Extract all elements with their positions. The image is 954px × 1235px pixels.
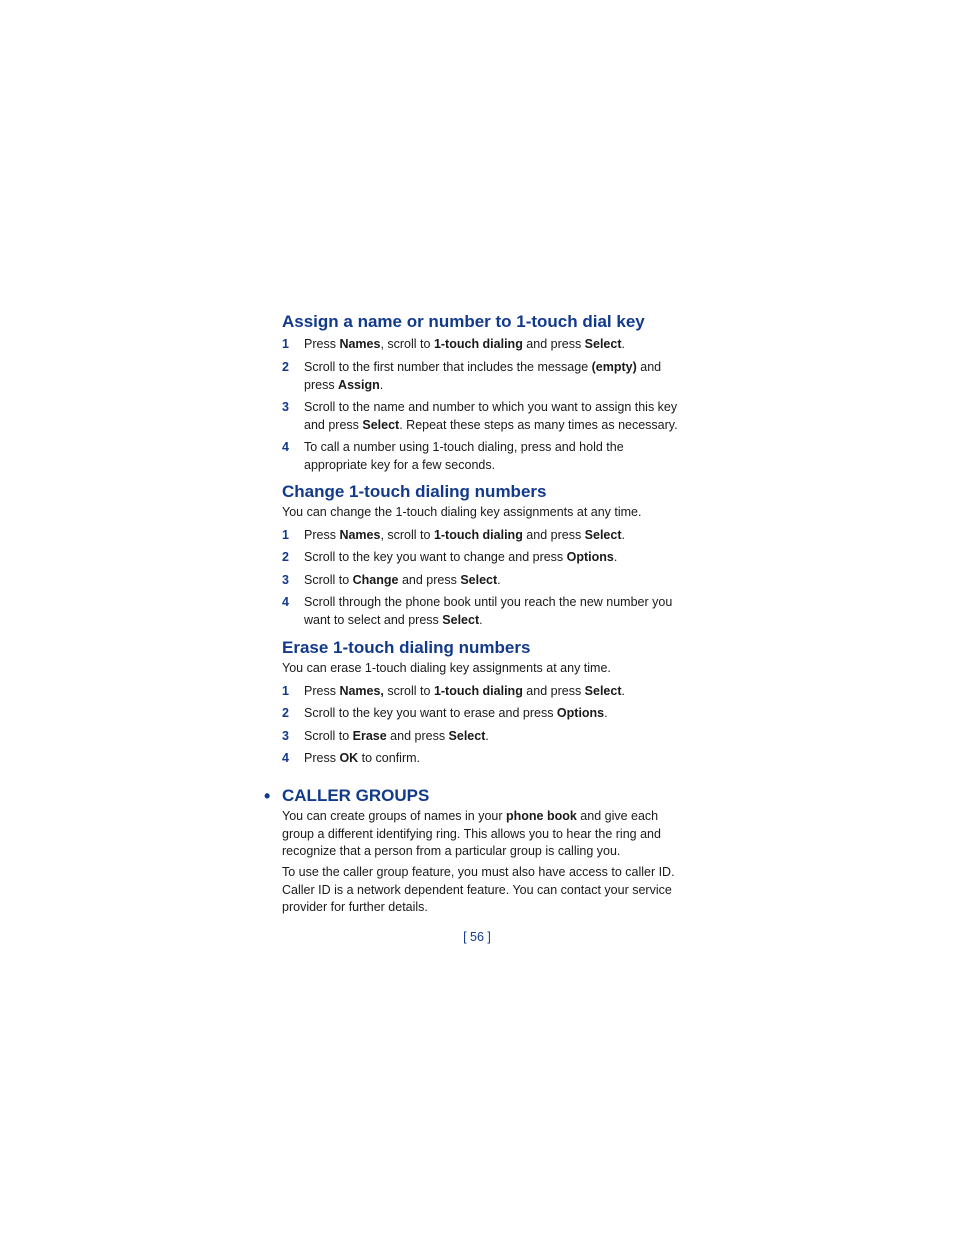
paragraph: You can create groups of names in your phone book and give each group a different identifying ring. This allows you to hear the ring and recognize that a person from a particular group is calling you. (282, 809, 661, 858)
step-text: Scroll to Change and press Select. (304, 573, 501, 587)
step-number: 4 (282, 440, 289, 454)
section-heading-assign: Assign a name or number to 1-touch dial key (282, 312, 645, 331)
step-number: 4 (282, 751, 289, 765)
step-text: To call a number using 1-touch dialing, press and hold the appropriate key for a few seconds. (304, 440, 624, 472)
step-text: Press Names, scroll to 1-touch dialing and press Select. (304, 684, 625, 698)
step-number: 2 (282, 706, 289, 720)
section-heading-caller-groups: CALLER GROUPS (282, 786, 430, 805)
step-number: 1 (282, 337, 289, 351)
step-text: Scroll through the phone book until you reach the new number you want to select and press Select. (304, 595, 673, 627)
step-text: Scroll to Erase and press Select. (304, 729, 489, 743)
section-intro: You can erase 1-touch dialing key assignments at any time. (282, 661, 611, 675)
page-number: [ 56 ] (463, 930, 491, 944)
step-text: Scroll to the key you want to change and press Options. (304, 550, 618, 564)
step-number: 3 (282, 573, 289, 587)
paragraph: To use the caller group feature, you must also have access to caller ID. Caller ID is a network dependent feature. You can contact your service provider for further details. (282, 865, 675, 914)
step-number: 1 (282, 684, 289, 698)
step-number: 3 (282, 400, 289, 414)
step-number: 2 (282, 550, 289, 564)
step-text: Press Names, scroll to 1-touch dialing and press Select. (304, 528, 625, 542)
step-number: 3 (282, 729, 289, 743)
step-text: Press OK to confirm. (304, 751, 421, 765)
step-number: 4 (282, 595, 289, 609)
step-text: Press Names, scroll to 1-touch dialing and press Select. (304, 337, 625, 351)
section-heading-change: Change 1-touch dialing numbers (282, 482, 547, 501)
section-heading-erase: Erase 1-touch dialing numbers (282, 638, 531, 657)
step-text: Scroll to the key you want to erase and press Options. (304, 706, 608, 720)
step-number: 1 (282, 528, 289, 542)
step-text: Scroll to the name and number to which you want to assign this key and press Select. Repeat these steps as many times as necessary. (304, 400, 678, 432)
step-text: Scroll to the first number that includes the message (empty) and press Assign. (304, 360, 662, 392)
section-intro: You can change the 1-touch dialing key assignments at any time. (282, 505, 642, 519)
step-number: 2 (282, 360, 289, 374)
bullet-icon: • (264, 786, 271, 806)
